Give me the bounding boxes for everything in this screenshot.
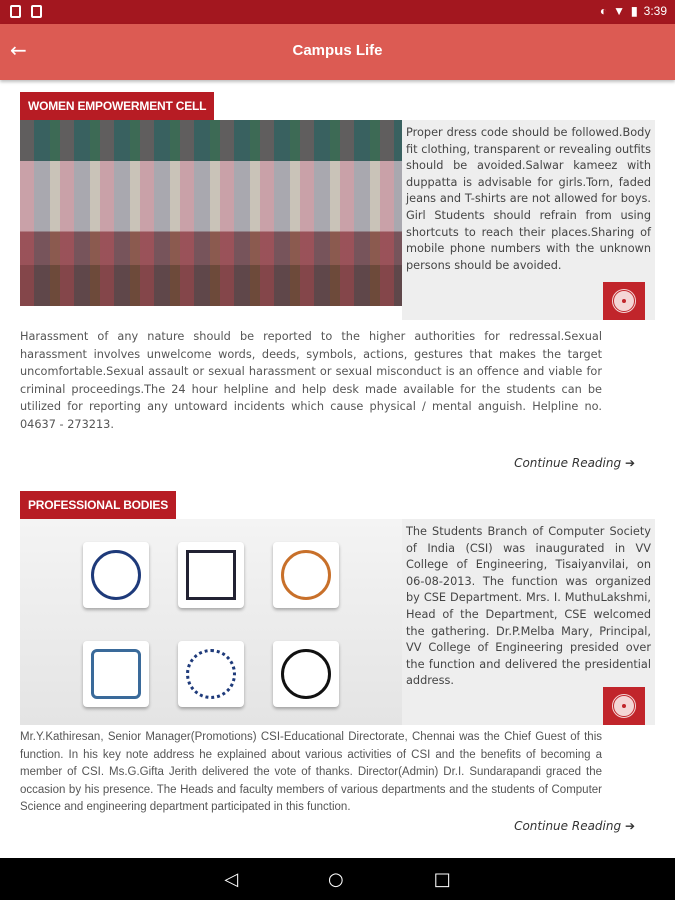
society-logo xyxy=(273,542,339,608)
continue-reading-link[interactable] xyxy=(20,456,635,470)
section-body: Harassment of any nature should be reported to the higher authorities for redressal.Sexual harassment involves unwelcome words, deeds, symbols, actions, gestures that makes the target uncomfortable.Sexual assault or sexual harassment or sexual misconduct is an offence and viable for criminal proceedings.The 24 hour helpline and help desk made available for the students can be utilized for reporting any untoward incidents which cause physical / mental anguish. Helpline no. 04637 - 273213. xyxy=(20,330,602,431)
csi-logo xyxy=(83,542,149,608)
vibrate-icon: ◐ xyxy=(599,4,608,18)
arrow-right-icon: ➔ xyxy=(624,818,635,833)
side-text: Proper dress code should be followed.Body fit clothing, transparent or revealing outfits should be avoided.Salwar kameez with duppatta is advisable for girls.Torn, faded jeans and T-shirts are not allowed for boys. Girl Students should refrain from using shortcuts to reach their places.Sharing of mobile phone numbers with the unknown persons should be avoided. xyxy=(406,126,651,272)
alert-notification-icon xyxy=(31,5,42,18)
home-nav-icon[interactable]: ○ xyxy=(328,868,344,890)
side-text: The Students Branch of Computer Society of India (CSI) was inaugurated in VV College of Engineering, Tisaiyanvilai, on 06-08-2013. The function was organized by CSE Department. Mrs. I. MuthuLakshmi, Head of the Department, CSE welcomed the gathering. Dr.P.Melba Mary, Principal, VV College of Engineering presided over the function and delivered the presidential address. xyxy=(406,525,651,688)
battery-icon: ▮ xyxy=(631,4,638,18)
section-title: PROFESSIONAL BODIES xyxy=(20,491,176,519)
college-emblem-icon xyxy=(603,282,645,320)
navigation-bar xyxy=(0,858,675,900)
continue-reading-label: Continue Reading xyxy=(514,818,622,833)
status-bar xyxy=(0,0,675,24)
society-logo xyxy=(178,641,244,707)
logo-grid xyxy=(20,519,402,725)
continue-reading-label: Continue Reading xyxy=(514,455,622,470)
iste-logo xyxy=(83,641,149,707)
society-logo xyxy=(273,641,339,707)
section-women-empowerment xyxy=(20,92,655,470)
arrow-right-icon: ➔ xyxy=(624,455,635,470)
section-title: WOMEN EMPOWERMENT CELL xyxy=(20,92,214,120)
recents-nav-icon[interactable]: □ xyxy=(433,868,451,890)
clock: 3:39 xyxy=(643,4,667,18)
image-notification-icon xyxy=(10,5,21,18)
arrow-back-icon[interactable]: ← xyxy=(10,38,27,62)
continue-reading-link[interactable] xyxy=(20,819,635,833)
back-nav-icon[interactable]: ◁ xyxy=(224,868,239,890)
society-logo xyxy=(178,542,244,608)
college-emblem-icon xyxy=(603,687,645,725)
page-title: Campus Life xyxy=(292,42,383,59)
section-professional-bodies xyxy=(20,491,655,833)
group-photo xyxy=(20,120,402,306)
toolbar xyxy=(0,24,675,80)
wifi-icon: ▼ xyxy=(613,4,626,18)
section-body: Mr.Y.Kathiresan, Senior Manager(Promotions) CSI-Educational Directorate, Chennai was the Chief Guest of this function. In his key note address he explained about various activities of CSI and the benefits of becoming a member of CSI. Ms.G.Gifta Jerith delivered the vote of thanks. Director(Admin) Dr.I. Sundarapandi graced the occasion by his presence. The Heads and faculty members of various departments and the students of Computer Science and engineering department participated in this function. xyxy=(20,731,602,814)
